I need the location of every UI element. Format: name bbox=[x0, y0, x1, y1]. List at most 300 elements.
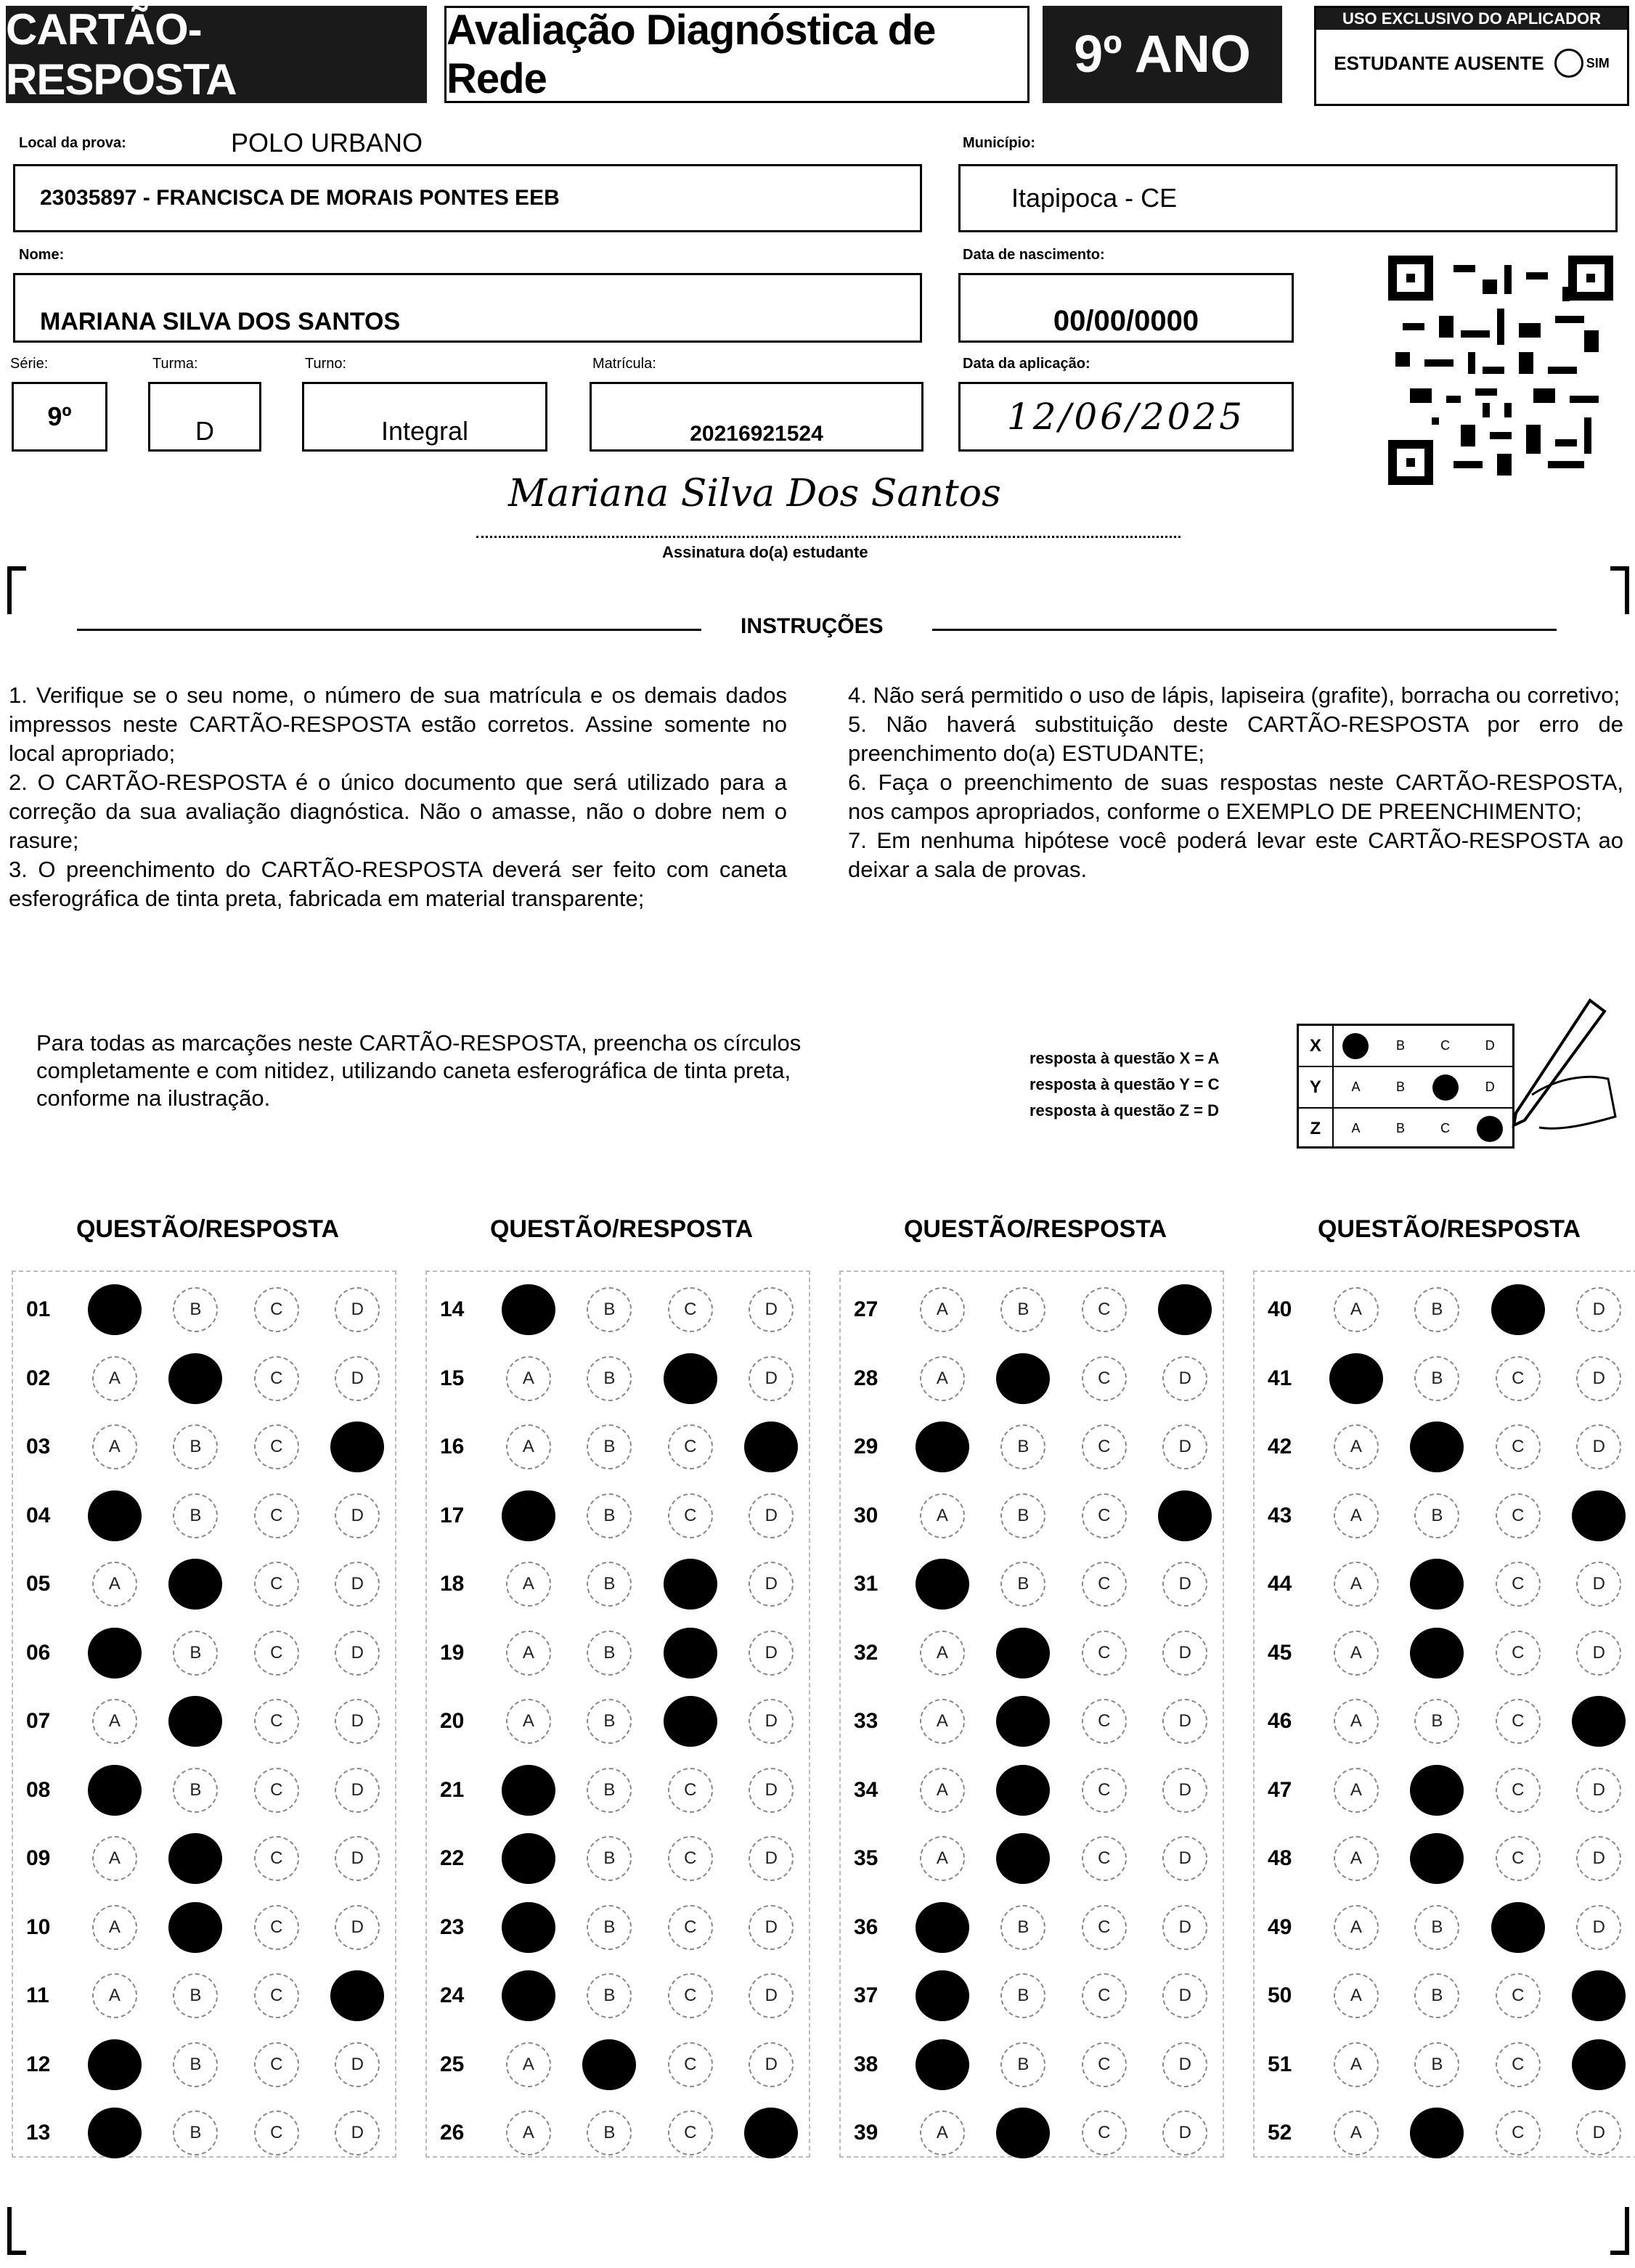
answer-bubble-a[interactable]: A bbox=[920, 1836, 965, 1881]
answer-bubble-b[interactable]: B bbox=[587, 1287, 632, 1332]
filled-answer-bubble[interactable] bbox=[502, 1902, 555, 1953]
applicator-box bbox=[1314, 6, 1629, 106]
filled-answer-bubble[interactable] bbox=[916, 1970, 969, 2021]
answer-bubble-a[interactable]: A bbox=[1334, 1973, 1379, 2018]
answer-bubble-c[interactable]: C bbox=[1496, 1699, 1541, 1744]
filled-answer-bubble[interactable] bbox=[88, 1490, 142, 1541]
filled-answer-bubble[interactable] bbox=[88, 2039, 142, 2090]
answer-bubble-b[interactable]: B bbox=[1414, 2042, 1459, 2087]
answer-bubble-a[interactable]: A bbox=[1334, 1768, 1379, 1813]
answer-bubble-a[interactable]: A bbox=[920, 1631, 965, 1676]
turno-field bbox=[302, 382, 547, 452]
answer-bubble-c[interactable]: C bbox=[1496, 1836, 1541, 1881]
answer-bubble-b[interactable]: B bbox=[1414, 1973, 1459, 2018]
answer-bubble-d[interactable]: D bbox=[1162, 1699, 1207, 1744]
filled-answer-bubble[interactable] bbox=[916, 1559, 969, 1610]
answer-bubble-d[interactable]: D bbox=[749, 1905, 794, 1950]
filled-answer-bubble[interactable] bbox=[996, 2108, 1050, 2158]
grade-label: 9º ANO bbox=[1043, 6, 1282, 103]
instruction-7: 7. Em nenhuma hipótese você poderá levar este CARTÃO-RESPOSTA ao deixar a sala de provas. bbox=[848, 828, 1623, 882]
column-header: QUESTÃO/RESPOSTA bbox=[1317, 1215, 1581, 1243]
answer-bubble-a[interactable]: A bbox=[1334, 2042, 1379, 2087]
answer-bubble-a[interactable]: A bbox=[1334, 1493, 1379, 1538]
answer-bubble-d[interactable]: D bbox=[335, 1562, 380, 1607]
answer-bubble-a[interactable]: A bbox=[506, 1631, 551, 1676]
nome-value: MARIANA SILVA DOS SANTOS bbox=[40, 308, 401, 335]
answer-bubble-b[interactable]: B bbox=[587, 1562, 632, 1607]
example-option: B bbox=[1396, 1080, 1406, 1094]
answer-bubble-c[interactable]: C bbox=[1496, 1631, 1541, 1676]
answer-bubble-c[interactable]: C bbox=[1496, 1356, 1541, 1401]
absent-bubble[interactable] bbox=[1554, 49, 1583, 78]
answer-bubble-c[interactable]: C bbox=[254, 1768, 299, 1813]
answer-row bbox=[1255, 1904, 1635, 1951]
nascimento-value: 00/00/0000 bbox=[1053, 305, 1199, 337]
answer-bubble-d[interactable]: D bbox=[335, 2110, 380, 2155]
question-number: 51 bbox=[1268, 2052, 1292, 2076]
answer-bubble-b[interactable]: B bbox=[1414, 1699, 1459, 1744]
answer-bubble-c[interactable]: C bbox=[1082, 1562, 1127, 1607]
answer-row bbox=[841, 1973, 1226, 2019]
answer-row bbox=[427, 1493, 812, 1539]
answer-bubble-b[interactable]: B bbox=[173, 1424, 218, 1469]
answer-bubble-a[interactable]: A bbox=[506, 2110, 551, 2155]
turno-value: Integral bbox=[380, 416, 469, 446]
answer-bubble-d[interactable]: D bbox=[1576, 1424, 1621, 1469]
example-option: D bbox=[1485, 1038, 1495, 1053]
filled-answer-bubble[interactable] bbox=[744, 1421, 798, 1472]
example-question: X bbox=[1299, 1026, 1334, 1066]
answer-bubble-a[interactable]: A bbox=[1334, 1836, 1379, 1881]
answer-bubble-b[interactable]: B bbox=[587, 1424, 632, 1469]
question-number: 07 bbox=[26, 1709, 51, 1733]
answer-bubble-d[interactable]: D bbox=[1162, 1562, 1207, 1607]
answer-bubble-c[interactable]: C bbox=[1082, 1973, 1127, 2018]
answer-bubble-d[interactable]: D bbox=[749, 1973, 794, 2018]
answer-bubble-b[interactable]: B bbox=[173, 1493, 218, 1538]
filled-answer-bubble[interactable] bbox=[1410, 2108, 1464, 2158]
filled-answer-bubble[interactable] bbox=[1410, 1628, 1464, 1678]
filled-answer-bubble[interactable] bbox=[664, 1696, 717, 1747]
question-number: 33 bbox=[854, 1709, 878, 1733]
filled-answer-bubble[interactable] bbox=[168, 1353, 222, 1404]
question-number: 03 bbox=[26, 1435, 51, 1459]
answer-bubble-b[interactable]: B bbox=[1000, 1424, 1045, 1469]
school-field bbox=[13, 164, 922, 232]
answer-bubble-c[interactable]: C bbox=[254, 1631, 299, 1676]
filled-answer-bubble[interactable] bbox=[916, 1902, 969, 1953]
answer-row bbox=[1255, 1630, 1635, 1676]
question-number: 18 bbox=[440, 1572, 465, 1596]
answer-bubble-b[interactable]: B bbox=[587, 2110, 632, 2155]
answer-bubble-c[interactable]: C bbox=[1082, 1493, 1127, 1538]
answer-row bbox=[427, 1973, 812, 2019]
answer-bubble-a[interactable]: A bbox=[92, 1836, 137, 1881]
answer-bubble-c[interactable]: C bbox=[1496, 1562, 1541, 1607]
answer-bubble-c[interactable]: C bbox=[254, 1836, 299, 1881]
question-number: 19 bbox=[440, 1640, 465, 1665]
question-number: 02 bbox=[26, 1366, 51, 1390]
filled-answer-bubble[interactable] bbox=[1491, 1902, 1545, 1953]
filled-answer-bubble[interactable] bbox=[664, 1353, 717, 1404]
answer-bubble-b[interactable]: B bbox=[587, 1768, 632, 1813]
answer-bubble-b[interactable]: B bbox=[1000, 2042, 1045, 2087]
example-row bbox=[1299, 1026, 1512, 1067]
aplicacao-field bbox=[958, 382, 1294, 452]
answer-bubble-d[interactable]: D bbox=[335, 1768, 380, 1813]
filled-answer-bubble[interactable] bbox=[916, 1421, 969, 1472]
example-filled-bubble bbox=[1334, 1033, 1379, 1059]
answer-bubble-a[interactable]: A bbox=[920, 1493, 965, 1538]
answer-row bbox=[841, 1561, 1226, 1607]
filled-answer-bubble[interactable] bbox=[88, 1628, 142, 1678]
answer-row bbox=[841, 1630, 1226, 1676]
answer-bubble-b[interactable]: B bbox=[173, 1973, 218, 2018]
instruction-2: 2. O CARTÃO-RESPOSTA é o único documento que será utilizado para a correção da sua avaliação diagnóstica. Não o amasse, não o dobre nem o rasure; bbox=[9, 770, 787, 853]
answer-bubble-a[interactable]: A bbox=[1334, 1562, 1379, 1607]
answer-bubble-d[interactable]: D bbox=[1162, 2110, 1207, 2155]
answer-bubble-d[interactable]: D bbox=[1576, 1287, 1621, 1332]
local-value: POLO URBANO bbox=[231, 128, 423, 158]
answer-column bbox=[1253, 1270, 1635, 2158]
answer-row bbox=[1255, 1561, 1635, 1607]
answer-bubble-d[interactable]: D bbox=[335, 1905, 380, 1950]
answer-bubble-c[interactable]: C bbox=[1496, 1424, 1541, 1469]
filled-answer-bubble[interactable] bbox=[330, 1970, 384, 2021]
answer-bubble-a[interactable]: A bbox=[1334, 1424, 1379, 1469]
answer-bubble-c[interactable]: C bbox=[668, 1768, 713, 1813]
answer-bubble-c[interactable]: C bbox=[668, 1493, 713, 1538]
answer-bubble-d[interactable]: D bbox=[335, 1699, 380, 1744]
answer-bubble-a[interactable]: A bbox=[920, 1768, 965, 1813]
answer-bubble-d[interactable]: D bbox=[1576, 1631, 1621, 1676]
answer-bubble-c[interactable]: C bbox=[668, 2110, 713, 2155]
answer-bubble-b[interactable]: B bbox=[587, 1493, 632, 1538]
filled-answer-bubble[interactable] bbox=[1329, 1353, 1383, 1404]
filled-answer-bubble[interactable] bbox=[996, 1353, 1050, 1404]
legend-y: resposta à questão Y = C bbox=[1029, 1075, 1220, 1093]
answer-row bbox=[13, 1561, 398, 1607]
answer-bubble-c[interactable]: C bbox=[1496, 2110, 1541, 2155]
answer-bubble-a[interactable]: A bbox=[920, 1356, 965, 1401]
local-label: Local da prova: bbox=[19, 135, 126, 151]
answer-bubble-a[interactable]: A bbox=[92, 1562, 137, 1607]
answer-row bbox=[13, 1424, 398, 1470]
frame-corner bbox=[7, 2207, 26, 2255]
answer-bubble-c[interactable]: C bbox=[254, 1905, 299, 1950]
question-number: 27 bbox=[854, 1297, 878, 1321]
filled-answer-bubble[interactable] bbox=[1491, 1284, 1545, 1335]
answer-row bbox=[841, 2110, 1226, 2156]
filled-answer-bubble[interactable] bbox=[502, 1490, 555, 1541]
filled-answer-bubble[interactable] bbox=[1410, 1765, 1464, 1816]
applicator-title: USO EXCLUSIVO DO APLICADOR bbox=[1316, 8, 1627, 30]
answer-row bbox=[1255, 1973, 1635, 2019]
answer-row bbox=[427, 1561, 812, 1607]
answer-row bbox=[13, 1630, 398, 1676]
answer-bubble-c[interactable]: C bbox=[668, 1287, 713, 1332]
answer-row bbox=[841, 1904, 1226, 1951]
answer-bubble-b[interactable]: B bbox=[587, 1905, 632, 1950]
answer-bubble-d[interactable]: D bbox=[1576, 1836, 1621, 1881]
answer-bubble-b[interactable]: B bbox=[1414, 1493, 1459, 1538]
answer-bubble-d[interactable]: D bbox=[1162, 1905, 1207, 1950]
question-number: 36 bbox=[854, 1914, 878, 1939]
answer-bubble-d[interactable]: D bbox=[1162, 2042, 1207, 2087]
answer-bubble-a[interactable]: A bbox=[92, 1356, 137, 1401]
absent-option: SIM bbox=[1586, 55, 1610, 70]
answer-bubble-c[interactable]: C bbox=[254, 1356, 299, 1401]
filled-answer-bubble[interactable] bbox=[744, 2108, 798, 2158]
filled-answer-bubble[interactable] bbox=[1158, 1284, 1212, 1335]
filled-answer-bubble[interactable] bbox=[1410, 1833, 1464, 1884]
nome-field bbox=[13, 273, 922, 343]
filled-answer-bubble[interactable] bbox=[88, 1765, 142, 1816]
answer-bubble-b[interactable]: B bbox=[173, 1287, 218, 1332]
answer-bubble-a[interactable]: A bbox=[506, 1424, 551, 1469]
answer-row bbox=[841, 1767, 1226, 1814]
question-number: 35 bbox=[854, 1846, 878, 1870]
answer-bubble-d[interactable]: D bbox=[335, 1493, 380, 1538]
answer-bubble-b[interactable]: B bbox=[1000, 1287, 1045, 1332]
answer-bubble-d[interactable]: D bbox=[1162, 1973, 1207, 2018]
filled-answer-bubble[interactable] bbox=[1572, 1970, 1626, 2021]
question-number: 30 bbox=[854, 1503, 878, 1527]
qr-code bbox=[1388, 256, 1613, 485]
answer-bubble-b[interactable]: B bbox=[587, 1631, 632, 1676]
answer-bubble-d[interactable]: D bbox=[749, 1699, 794, 1744]
filled-answer-bubble[interactable] bbox=[1572, 2039, 1626, 2090]
instruction-1: 1. Verifique se o seu nome, o número de sua matrícula e os demais dados impressos neste CARTÃO-RESPOSTA estão corretos. Assine somente no local apropriado; bbox=[9, 682, 787, 766]
answer-bubble-b[interactable]: B bbox=[1000, 1562, 1045, 1607]
instruction-6: 6. Faça o preenchimento de suas respostas neste CARTÃO-RESPOSTA, nos campos apropriados, conforme o EXEMPLO DE PREENCHIMENTO; bbox=[848, 770, 1623, 824]
answer-bubble-d[interactable]: D bbox=[749, 2042, 794, 2087]
filled-answer-bubble[interactable] bbox=[996, 1833, 1050, 1884]
example-question: Y bbox=[1299, 1067, 1334, 1107]
answer-row bbox=[13, 1286, 398, 1333]
answer-bubble-d[interactable]: D bbox=[1576, 2110, 1621, 2155]
filled-answer-bubble[interactable] bbox=[502, 1833, 555, 1884]
answer-row bbox=[841, 1835, 1226, 1882]
answer-bubble-b[interactable]: B bbox=[173, 2042, 218, 2087]
filled-answer-bubble[interactable] bbox=[168, 1559, 222, 1610]
answer-bubble-a[interactable]: A bbox=[92, 1905, 137, 1950]
filled-answer-bubble[interactable] bbox=[502, 1970, 555, 2021]
answer-bubble-d[interactable]: D bbox=[335, 1287, 380, 1332]
question-number: 46 bbox=[1268, 1709, 1292, 1733]
answer-row bbox=[13, 1904, 398, 1951]
answer-bubble-a[interactable]: A bbox=[506, 1562, 551, 1607]
answer-bubble-b[interactable]: B bbox=[587, 1973, 632, 2018]
answer-bubble-c[interactable]: C bbox=[1082, 1287, 1127, 1332]
answer-bubble-c[interactable]: C bbox=[668, 1836, 713, 1881]
answer-bubble-d[interactable]: D bbox=[1576, 1768, 1621, 1813]
question-number: 37 bbox=[854, 1983, 878, 2007]
answer-bubble-d[interactable]: D bbox=[749, 1287, 794, 1332]
answer-bubble-d[interactable]: D bbox=[749, 1836, 794, 1881]
answer-bubble-a[interactable]: A bbox=[506, 1699, 551, 1744]
answer-row bbox=[1255, 2041, 1635, 2088]
answer-bubble-d[interactable]: D bbox=[1162, 1836, 1207, 1881]
answer-bubble-b[interactable]: B bbox=[173, 1631, 218, 1676]
answer-bubble-c[interactable]: C bbox=[1082, 1356, 1127, 1401]
answer-bubble-a[interactable]: A bbox=[92, 1699, 137, 1744]
answer-bubble-b[interactable]: B bbox=[587, 1699, 632, 1744]
nascimento-field bbox=[958, 273, 1294, 343]
question-number: 26 bbox=[440, 2121, 465, 2145]
answer-row bbox=[1255, 1493, 1635, 1539]
filled-answer-bubble[interactable] bbox=[330, 1421, 384, 1472]
filled-answer-bubble[interactable] bbox=[88, 1284, 142, 1335]
example-text: Para todas as marcações neste CARTÃO-RESPOSTA, preencha os círculos completamente e com nitidez, utilizando caneta esferográfica de tinta preta, conforme na ilustração. bbox=[36, 1030, 802, 1111]
filled-answer-bubble[interactable] bbox=[916, 2039, 969, 2090]
answer-bubble-d[interactable]: D bbox=[749, 1493, 794, 1538]
answer-bubble-a[interactable]: A bbox=[920, 2110, 965, 2155]
turma-field bbox=[148, 382, 261, 452]
aplicacao-value: 12/06/2025 bbox=[1006, 396, 1246, 438]
answer-bubble-c[interactable]: C bbox=[254, 1493, 299, 1538]
answer-bubble-d[interactable]: D bbox=[335, 2042, 380, 2087]
answer-bubble-d[interactable]: D bbox=[335, 1356, 380, 1401]
answer-row bbox=[13, 1698, 398, 1745]
answer-bubble-d[interactable]: D bbox=[749, 1356, 794, 1401]
answer-bubble-d[interactable]: D bbox=[1162, 1768, 1207, 1813]
filled-answer-bubble[interactable] bbox=[1410, 1421, 1464, 1472]
answer-bubble-a[interactable]: A bbox=[1334, 1905, 1379, 1950]
filled-answer-bubble[interactable] bbox=[502, 1765, 555, 1816]
answer-bubble-c[interactable]: C bbox=[1496, 2042, 1541, 2087]
answer-bubble-a[interactable]: A bbox=[1334, 1631, 1379, 1676]
answer-bubble-b[interactable]: B bbox=[587, 1836, 632, 1881]
answer-bubble-b[interactable]: B bbox=[1000, 1905, 1045, 1950]
answer-bubble-c[interactable]: C bbox=[668, 1424, 713, 1469]
answer-bubble-c[interactable]: C bbox=[1496, 1973, 1541, 2018]
answer-bubble-b[interactable]: B bbox=[173, 2110, 218, 2155]
answer-bubble-a[interactable]: A bbox=[920, 1699, 965, 1744]
answer-bubble-b[interactable]: B bbox=[1000, 1973, 1045, 2018]
answer-bubble-c[interactable]: C bbox=[1082, 1905, 1127, 1950]
answer-bubble-c[interactable]: C bbox=[1082, 1768, 1127, 1813]
answer-bubble-d[interactable]: D bbox=[749, 1631, 794, 1676]
answer-bubble-a[interactable]: A bbox=[1334, 2110, 1379, 2155]
answer-bubble-a[interactable]: A bbox=[92, 1424, 137, 1469]
example-row bbox=[1299, 1067, 1512, 1109]
answer-bubble-a[interactable]: A bbox=[1334, 1287, 1379, 1332]
filled-answer-bubble[interactable] bbox=[1572, 1490, 1626, 1541]
answer-bubble-c[interactable]: C bbox=[254, 1699, 299, 1744]
question-number: 11 bbox=[26, 1983, 49, 2007]
answer-bubble-c[interactable]: C bbox=[254, 1973, 299, 2018]
column-header: QUESTÃO/RESPOSTA bbox=[903, 1215, 1167, 1243]
filled-answer-bubble[interactable] bbox=[502, 1284, 555, 1335]
question-number: 12 bbox=[26, 2052, 51, 2076]
instructions-left bbox=[9, 681, 787, 913]
answer-bubble-d[interactable]: D bbox=[335, 1631, 380, 1676]
answer-row bbox=[1255, 1355, 1635, 1402]
answer-bubble-c[interactable]: C bbox=[254, 2110, 299, 2155]
answer-bubble-b[interactable]: B bbox=[173, 1768, 218, 1813]
filled-answer-bubble[interactable] bbox=[88, 2108, 142, 2158]
answer-bubble-b[interactable]: B bbox=[1414, 1287, 1459, 1332]
answer-bubble-c[interactable]: C bbox=[254, 1287, 299, 1332]
filled-answer-bubble[interactable] bbox=[1572, 1696, 1626, 1747]
question-number: 48 bbox=[1268, 1846, 1292, 1870]
filled-answer-bubble[interactable] bbox=[996, 1765, 1050, 1816]
answer-bubble-c[interactable]: C bbox=[1082, 1836, 1127, 1881]
answer-bubble-c[interactable]: C bbox=[1082, 1631, 1127, 1676]
filled-answer-bubble[interactable] bbox=[168, 1833, 222, 1884]
answer-bubble-c[interactable]: C bbox=[668, 1905, 713, 1950]
answer-bubble-b[interactable]: B bbox=[587, 1356, 632, 1401]
answer-row bbox=[13, 1767, 398, 1814]
filled-answer-bubble[interactable] bbox=[582, 2039, 636, 2090]
question-number: 43 bbox=[1268, 1503, 1292, 1527]
question-number: 14 bbox=[440, 1297, 465, 1321]
answer-bubble-b[interactable]: B bbox=[1000, 1493, 1045, 1538]
card-title: CARTÃO-RESPOSTA bbox=[6, 6, 427, 103]
answer-bubble-d[interactable]: D bbox=[1576, 1356, 1621, 1401]
question-number: 50 bbox=[1268, 1983, 1292, 2007]
answer-bubble-d[interactable]: D bbox=[335, 1836, 380, 1881]
answer-row bbox=[841, 1286, 1226, 1333]
answer-bubble-b[interactable]: B bbox=[1414, 1905, 1459, 1950]
answer-bubble-c[interactable]: C bbox=[668, 2042, 713, 2087]
filled-answer-bubble[interactable] bbox=[1158, 1490, 1212, 1541]
instruction-4: 4. Não será permitido o uso de lápis, lapiseira (grafite), borracha ou corretivo; bbox=[848, 682, 1620, 708]
answer-bubble-c[interactable]: C bbox=[1496, 1768, 1541, 1813]
answer-row bbox=[841, 1355, 1226, 1402]
answer-bubble-a[interactable]: A bbox=[92, 1973, 137, 2018]
answer-bubble-a[interactable]: A bbox=[920, 1287, 965, 1332]
answer-row bbox=[427, 1835, 812, 1882]
answer-bubble-d[interactable]: D bbox=[1162, 1356, 1207, 1401]
answer-bubble-d[interactable]: D bbox=[1162, 1424, 1207, 1469]
answer-bubble-b[interactable]: B bbox=[1414, 1356, 1459, 1401]
answer-row bbox=[1255, 1424, 1635, 1470]
answer-bubble-c[interactable]: C bbox=[1496, 1493, 1541, 1538]
filled-answer-bubble[interactable] bbox=[1410, 1559, 1464, 1610]
question-number: 40 bbox=[1268, 1297, 1292, 1321]
answer-bubble-c[interactable]: C bbox=[254, 1424, 299, 1469]
answer-bubble-c[interactable]: C bbox=[1082, 1424, 1127, 1469]
filled-answer-bubble[interactable] bbox=[664, 1628, 717, 1678]
answer-bubble-a[interactable]: A bbox=[506, 2042, 551, 2087]
filled-answer-bubble[interactable] bbox=[996, 1696, 1050, 1747]
example-option: A bbox=[1351, 1080, 1361, 1094]
answer-row bbox=[13, 2110, 398, 2156]
filled-answer-bubble[interactable] bbox=[168, 1902, 222, 1953]
answer-bubble-d[interactable]: D bbox=[1576, 1562, 1621, 1607]
answer-bubble-a[interactable]: A bbox=[1334, 1699, 1379, 1744]
answer-bubble-d[interactable]: D bbox=[1162, 1631, 1207, 1676]
answer-bubble-c[interactable]: C bbox=[1082, 1699, 1127, 1744]
answer-bubble-c[interactable]: C bbox=[254, 1562, 299, 1607]
answer-bubble-c[interactable]: C bbox=[668, 1973, 713, 2018]
filled-answer-bubble[interactable] bbox=[996, 1628, 1050, 1678]
answer-bubble-d[interactable]: D bbox=[749, 1562, 794, 1607]
answer-row bbox=[1255, 1286, 1635, 1333]
answer-bubble-d[interactable]: D bbox=[1576, 1905, 1621, 1950]
instructions-right bbox=[848, 681, 1623, 884]
answer-bubble-a[interactable]: A bbox=[506, 1356, 551, 1401]
answer-bubble-c[interactable]: C bbox=[1082, 2042, 1127, 2087]
answer-bubble-c[interactable]: C bbox=[1082, 2110, 1127, 2155]
signature-label: Assinatura do(a) estudante bbox=[662, 543, 868, 561]
filled-answer-bubble[interactable] bbox=[168, 1696, 222, 1747]
answer-bubble-c[interactable]: C bbox=[254, 2042, 299, 2087]
answer-bubble-d[interactable]: D bbox=[749, 1768, 794, 1813]
filled-answer-bubble[interactable] bbox=[664, 1559, 717, 1610]
